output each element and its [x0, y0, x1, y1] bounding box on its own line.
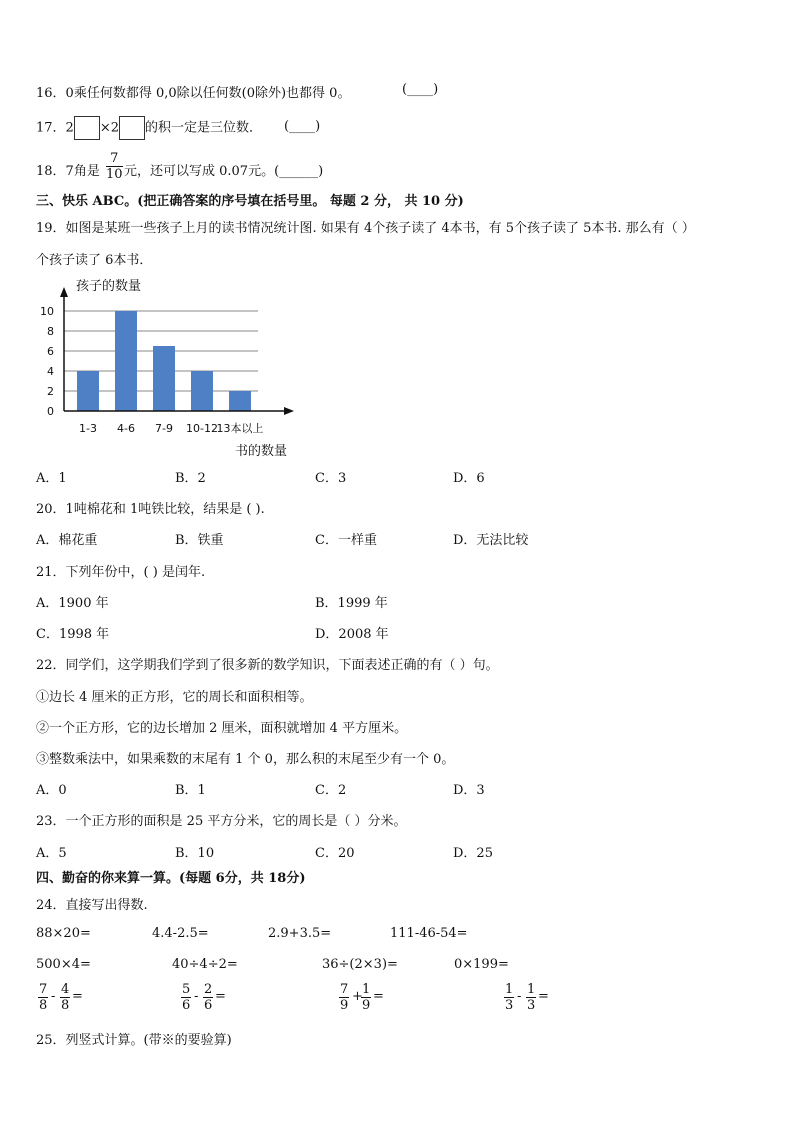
fraction-numerator: 2	[204, 982, 213, 997]
q22-statement-2: ②一个正方形，它的边长增加 2 厘米，面积就增加 4 平方厘米。	[36, 721, 408, 736]
question-23: 23．一个正方形的面积是 25 平方分米，它的周长是（ ）分米。	[36, 814, 407, 829]
q19-option-d[interactable]: D．6	[453, 471, 485, 486]
question-19-line1: 19．如图是某班一些孩子上月的读书情况统计图. 如果有 4个孩子读了 4本书，有 5个孩子读了 5本书. 那么有（ ）	[36, 221, 695, 236]
fraction-expr-3-left	[339, 982, 349, 1013]
fraction-denominator: 3	[527, 998, 536, 1013]
question-25: 25．列竖式计算。(带※的要验算)	[36, 1033, 232, 1048]
question-16-answer-blank[interactable]: (____)	[402, 82, 439, 97]
q19-option-c[interactable]: C．3	[315, 471, 347, 486]
question-17-answer-blank[interactable]: (____)	[284, 119, 321, 134]
x-axis-title: 书的数量	[235, 444, 288, 459]
equals-sign: =	[72, 989, 83, 1004]
q23-option-b[interactable]: B．10	[175, 846, 215, 861]
q20-option-d[interactable]: D．无法比较	[453, 533, 529, 548]
fraction-numerator: 7	[340, 982, 349, 997]
y-axis-title: 孩子的数量	[76, 279, 142, 294]
q22-option-c[interactable]: C．2	[315, 783, 347, 798]
y-axis-arrow	[60, 287, 68, 297]
operator-sign: +	[352, 989, 363, 1004]
equals-sign: =	[373, 989, 384, 1004]
fraction-numerator: 1	[527, 982, 536, 997]
question-18-suffix: 元，还可以写成 0.07元。(______)	[124, 164, 324, 179]
equals-sign: =	[538, 989, 549, 1004]
q22-statement-1: ①边长 4 厘米的正方形，它的周长和面积相等。	[36, 690, 313, 705]
question-17	[36, 116, 262, 140]
fraction-denominator: 6	[204, 998, 213, 1013]
reading-bar-chart	[30, 272, 320, 462]
fraction-numerator: 5	[182, 982, 191, 997]
calc-1: 88×20=	[36, 926, 91, 941]
question-22: 22．同学们，这学期我们学到了很多新的数学知识，下面表述正确的有（ ）句。	[36, 658, 499, 673]
x-tick-label: 13本以上	[216, 422, 264, 435]
digit-box-1[interactable]	[74, 116, 100, 140]
fraction-numerator: 1	[505, 982, 514, 997]
question-16	[36, 82, 350, 101]
section-4-title: 四、勤奋的你来算一算。(每题 6分，共 18分)	[36, 871, 306, 886]
question-18-fraction	[106, 151, 123, 182]
y-tick-label: 0	[47, 405, 54, 418]
question-24: 24．直接写出得数.	[36, 898, 148, 913]
q21-option-d[interactable]: D．2008 年	[315, 627, 389, 642]
x-tick-label: 4-6	[117, 422, 135, 435]
question-17-times: ×2	[99, 120, 119, 136]
question-17-suffix: 的积一定是三位数．	[145, 120, 263, 136]
q22-option-a[interactable]: A．0	[36, 783, 67, 798]
fraction-denominator: 9	[340, 998, 349, 1013]
operator-sign: -	[194, 989, 199, 1004]
y-tick-label: 10	[40, 305, 54, 318]
bar	[115, 311, 137, 411]
section-3-title: 三、快乐 ABC。(把正确答案的序号填在括号里。 每题 2 分， 共 10 分)	[36, 194, 464, 209]
y-tick-label: 8	[47, 325, 54, 338]
x-tick-label: 1-3	[79, 422, 97, 435]
fraction-numerator: 7	[106, 151, 123, 167]
bar	[77, 371, 99, 411]
calc-6: 40÷4÷2=	[172, 957, 238, 972]
question-18-prefix: 18．7角是	[36, 164, 100, 179]
operator-sign: -	[51, 989, 56, 1004]
q21-option-b[interactable]: B．1999 年	[315, 596, 388, 611]
fraction-denominator: 3	[505, 998, 514, 1013]
fraction-expr-1-left	[38, 982, 48, 1013]
fraction-denominator: 10	[106, 167, 123, 182]
q22-statement-3: ③整数乘法中，如果乘数的末尾有 1 个 0，那么积的末尾至少有一个 0。	[36, 752, 455, 767]
calc-5: 500×4=	[36, 957, 91, 972]
q21-option-c[interactable]: C．1998 年	[36, 627, 110, 642]
fraction-expr-1-right	[60, 982, 70, 1013]
question-20: 20．1吨棉花和 1吨铁比较，结果是 ( ).	[36, 502, 265, 517]
fraction-expr-4-left	[504, 982, 514, 1013]
bar	[191, 371, 213, 411]
operator-sign: -	[517, 989, 522, 1004]
fraction-denominator: 6	[182, 998, 191, 1013]
fraction-denominator: 9	[362, 998, 371, 1013]
fraction-numerator: 7	[39, 982, 48, 997]
question-21: 21．下列年份中，( ) 是闰年.	[36, 565, 206, 580]
q19-option-b[interactable]: B．2	[175, 471, 206, 486]
y-tick-label: 2	[47, 385, 54, 398]
y-tick-label: 4	[47, 365, 54, 378]
calc-7: 36÷(2×3)=	[322, 957, 398, 972]
equals-sign: =	[215, 989, 226, 1004]
q20-option-c[interactable]: C．一样重	[315, 533, 377, 548]
fraction-expr-3-right	[361, 982, 371, 1013]
calc-3: 2.9+3.5=	[268, 926, 332, 941]
q23-option-a[interactable]: A．5	[36, 846, 67, 861]
q23-option-d[interactable]: D．25	[453, 846, 493, 861]
calc-8: 0×199=	[454, 957, 509, 972]
q20-option-a[interactable]: A．棉花重	[36, 533, 98, 548]
fraction-numerator: 4	[61, 982, 70, 997]
q21-option-a[interactable]: A．1900 年	[36, 596, 109, 611]
fraction-expr-2-right	[203, 982, 213, 1013]
q22-option-d[interactable]: D．3	[453, 783, 485, 798]
fraction-numerator: 1	[362, 982, 371, 997]
q20-option-b[interactable]: B．铁重	[175, 533, 224, 548]
question-19-line2: 个孩子读了 6本书．	[36, 253, 153, 268]
q22-option-b[interactable]: B．1	[175, 783, 206, 798]
fraction-expr-2-left	[181, 982, 191, 1013]
digit-box-2[interactable]	[119, 116, 145, 140]
fraction-denominator: 8	[39, 998, 48, 1013]
question-16-text: 16．0乘任何数都得 0,0除以任何数(0除外)也都得 0。	[36, 86, 351, 101]
question-17-prefix: 17．2	[36, 120, 74, 136]
bar	[153, 346, 175, 411]
q19-option-a[interactable]: A．1	[36, 471, 67, 486]
bar	[229, 391, 251, 411]
fraction-denominator: 8	[61, 998, 70, 1013]
fraction-expr-4-right	[526, 982, 536, 1013]
calc-4: 111-46-54=	[390, 926, 468, 941]
calc-2: 4.4-2.5=	[152, 926, 209, 941]
x-axis-arrow	[284, 407, 294, 415]
q23-option-c[interactable]: C．20	[315, 846, 355, 861]
x-tick-label: 7-9	[155, 422, 173, 435]
y-tick-label: 6	[47, 345, 54, 358]
x-tick-label: 10-12	[186, 422, 218, 435]
